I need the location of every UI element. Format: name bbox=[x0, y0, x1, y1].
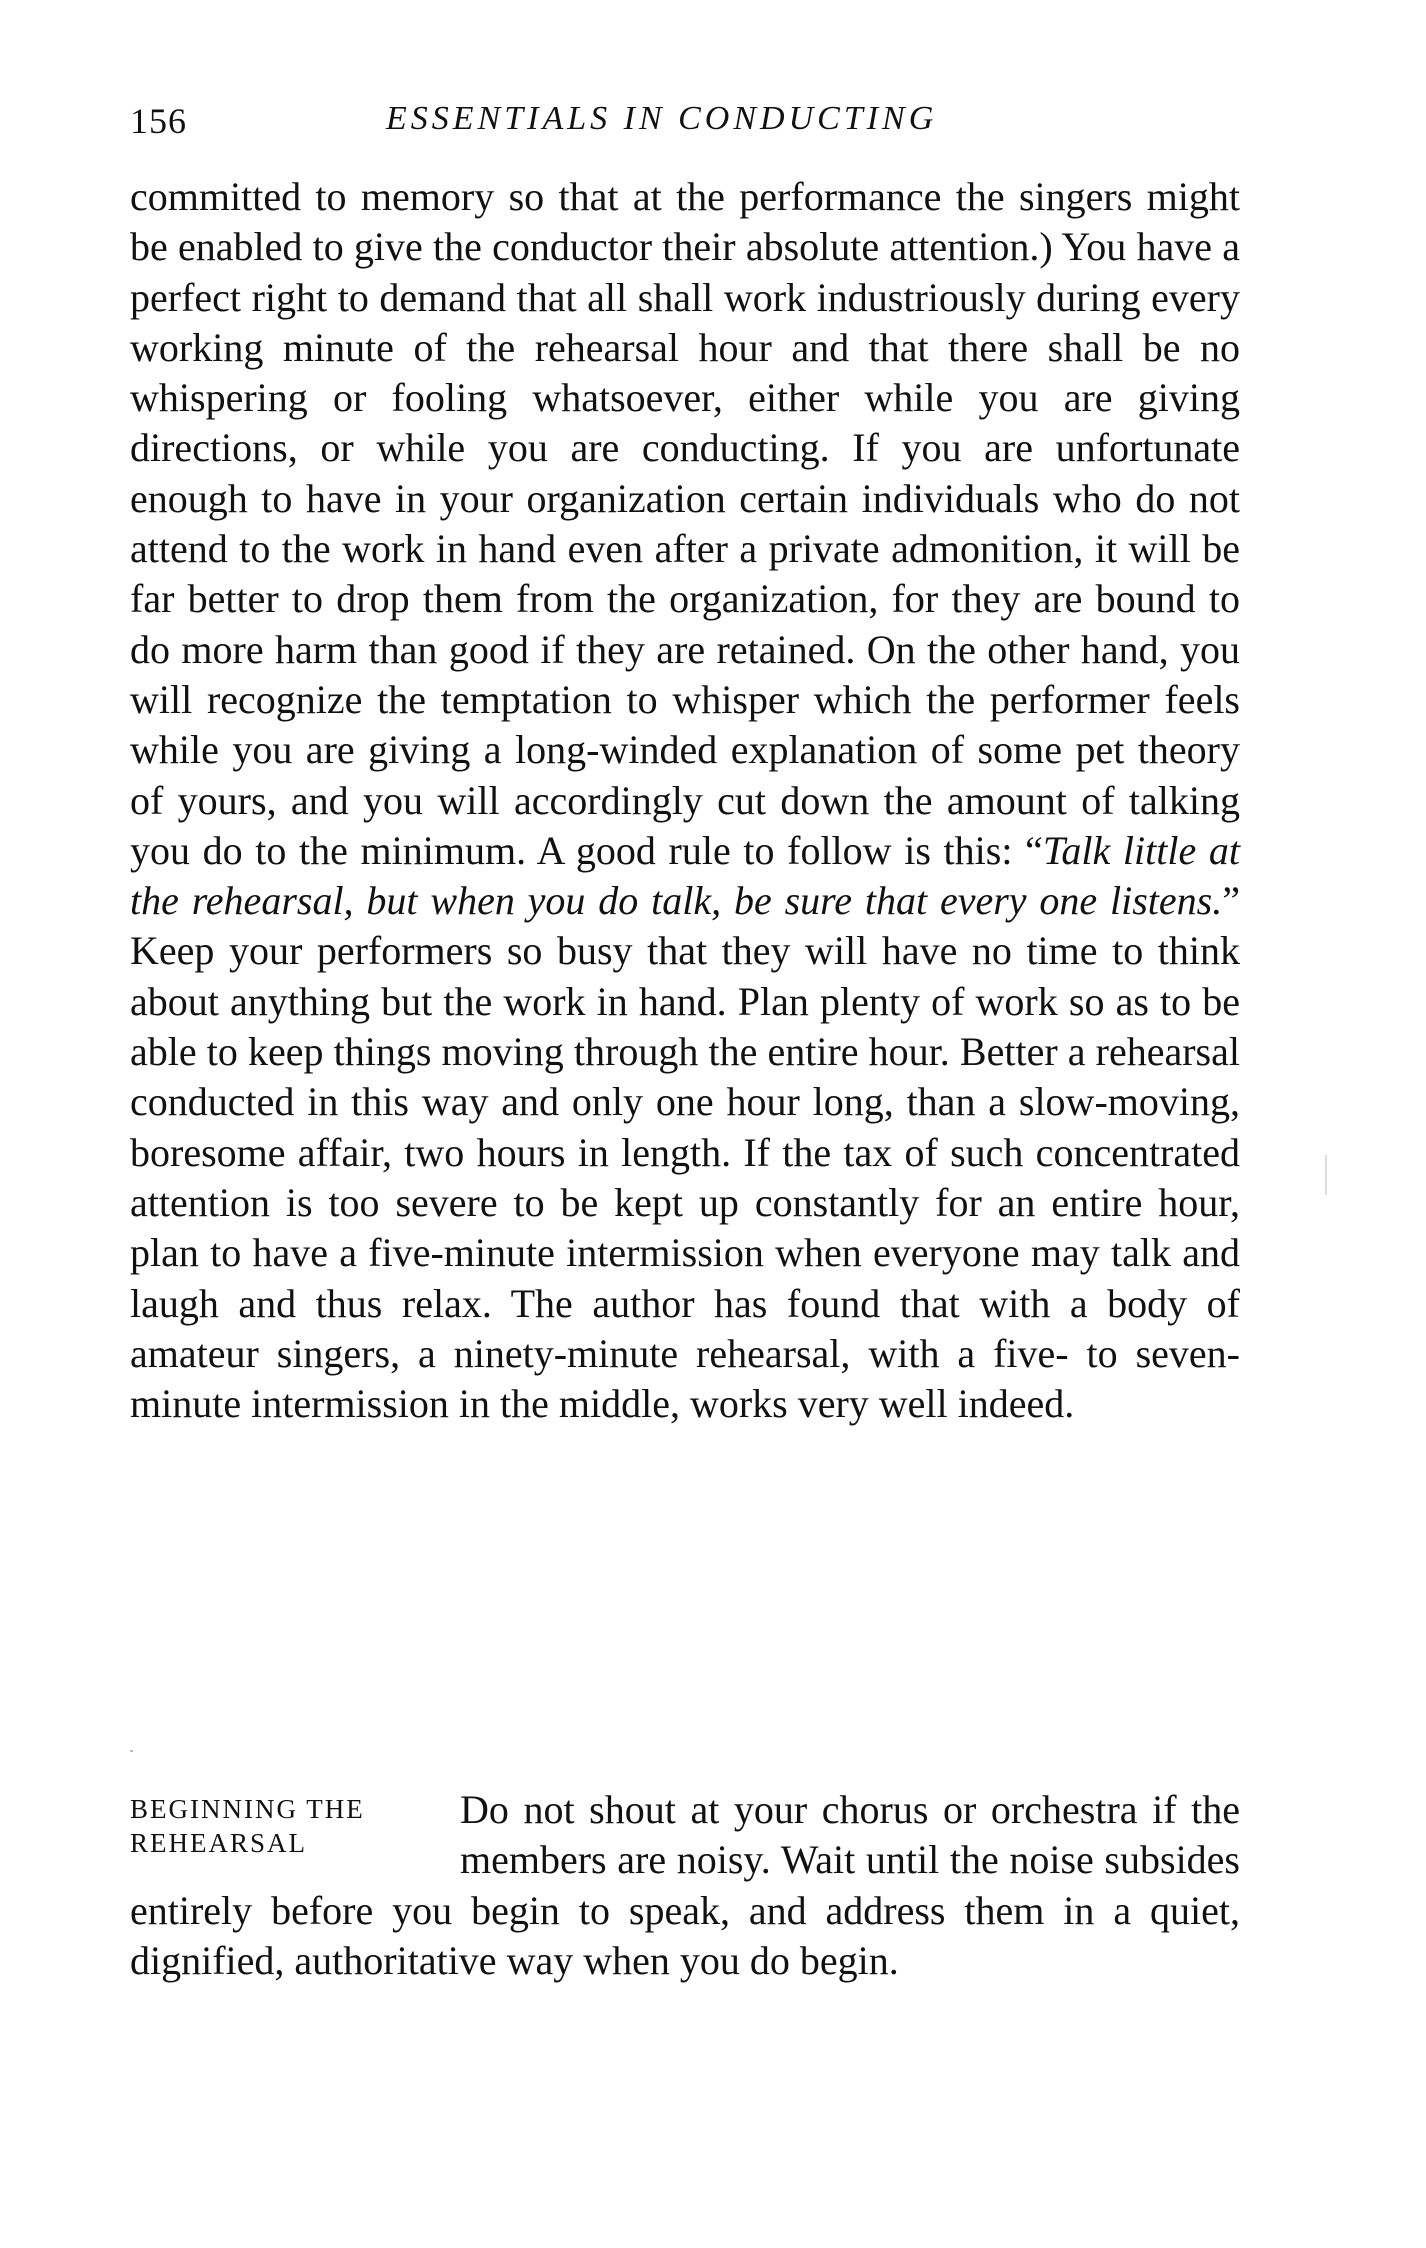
print-speck bbox=[130, 1750, 133, 1752]
paragraph-text bbox=[130, 172, 1240, 1429]
main-paragraph bbox=[130, 172, 1240, 1429]
section-beginning-the-rehearsal bbox=[130, 1785, 1240, 1986]
section-paragraph: Do not shout at your chorus or orchestra if the members are noisy. Wait until the noise subsides entirely before you begin to speak, and address them in a quiet, dignified, authoritative way when you do begin. bbox=[130, 1787, 1240, 1983]
page-number: 156 bbox=[130, 101, 187, 141]
italic-quote: Talk little at the rehearsal, but when you do talk, be sure that every one listens. bbox=[130, 827, 1241, 924]
side-heading-line-1: BEGINNING THE bbox=[130, 1794, 365, 1824]
side-heading bbox=[130, 1785, 460, 1860]
text-after-quote: ” Keep your performers so busy that they will have no time to think about anything but the work in hand. Plan plenty of work so as to be able to keep things moving through the entire hour. Better a rehearsal conducted in this way and only one hour long, than a slow-moving, boresome affair, two hours in length. If the tax of such concentrated attention is too severe to be kept up constantly for an entire hour, plan to have a five-minute intermission when everyone may talk and laugh and thus relax. The author has found that with a body of amateur singers, a ninety-minute rehearsal, with a five- to seven-minute intermission in the middle, works very well indeed. bbox=[130, 878, 1240, 1427]
margin-mark bbox=[1325, 1155, 1327, 1195]
text-before-quote: committed to memory so that at the performance the singers might be enabled to give the conductor their absolute attention.) You have a perfect right to demand that all shall work industriously during every working minute of the rehearsal hour and that there shall be no whispering or fooling whatsoever, either while you are giving directions, or while you are conducting. If you are unfortunate enough to have in your organization certain individuals who do not attend to the work in hand even after a private admonition, it will be far better to drop them from the organization, for they are bound to do more harm than good if they are retained. On the other hand, you will recognize the temptation to whisper which the performer feels while you are giving a long-winded explanation of some pet theory of yours, and you will accordingly cut down the amount of talking you do to the minimum. A good rule to follow is this: “ bbox=[130, 174, 1240, 873]
running-head: ESSENTIALS IN CONDUCTING bbox=[386, 100, 938, 137]
page-header bbox=[130, 100, 1250, 160]
side-heading-line-2: REHEARSAL bbox=[130, 1828, 308, 1858]
